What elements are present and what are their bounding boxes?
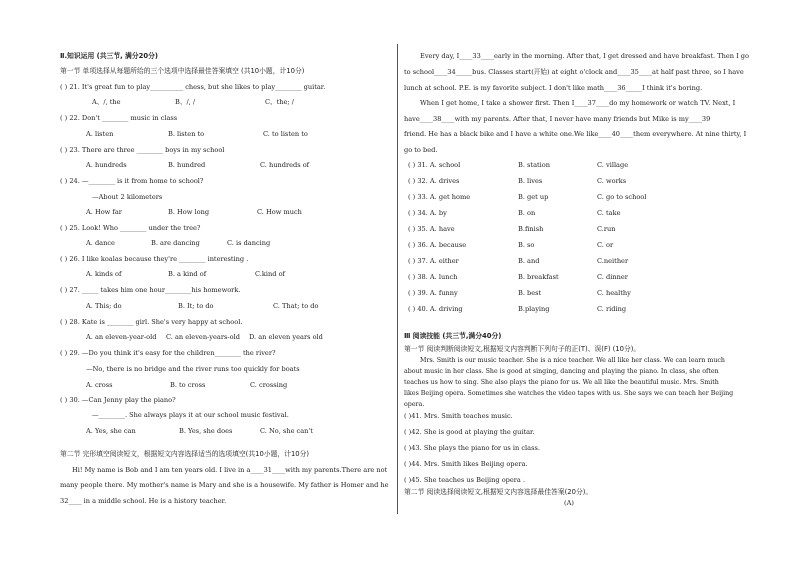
- q38-option-a: ( ) 38. A. lunch: [408, 273, 458, 281]
- q34-option-c: C. take: [597, 209, 621, 217]
- q31-option-c: C. village: [597, 161, 629, 169]
- part3-title: Ⅲ 阅读技能 (共三节,满分40分): [404, 332, 502, 340]
- q29-option-a: A. cross: [86, 381, 113, 389]
- q37-option-a: ( ) 37. A. either: [408, 257, 459, 265]
- q21-option-c: C、the; /: [265, 98, 294, 106]
- q22-option-a: A. listen: [86, 130, 114, 138]
- q32-option-c: C. works: [597, 177, 627, 185]
- q30-option-c: C. No, she can't: [260, 427, 313, 435]
- column-divider: [397, 44, 398, 514]
- q26-option-a: A. kinds of: [86, 270, 122, 278]
- section1-title: 第一节 单项选择从每题所给的三个选项中选择最佳答案填空 (共10小题，计10分): [60, 67, 305, 75]
- q21-stem: ( ) 21. It's great fun to play__________ chess, but she likes to play________ guitar.: [60, 83, 326, 91]
- q40-option-b: B.playing: [518, 305, 550, 313]
- q30-option-b: B. Yes, she does: [179, 427, 233, 435]
- q33-option-b: B. get up: [518, 193, 549, 201]
- reading-section2-title: 第二节 阅读选择阅读短文,根据短文内容选择最佳答案(20分)。: [404, 488, 593, 496]
- cloze-line-10: go to bed.: [404, 146, 438, 154]
- q22-option-c: C. to listen to: [263, 130, 308, 138]
- q38-option-b: B. breakfast: [518, 273, 559, 281]
- q35-option-c: C.run: [597, 225, 616, 233]
- q31-option-b: B. station: [518, 161, 550, 169]
- cloze-line-8: have____38____with my parents. After that, I never have many friends but Mike is my____39: [404, 115, 711, 123]
- q21-option-b: B、/, /: [175, 98, 196, 106]
- q22-option-b: B. listen to: [168, 130, 205, 138]
- q27-option-a: A. This; do: [86, 302, 122, 310]
- q30-stem: ( ) 30. —Can Jenny play the piano?: [60, 396, 176, 404]
- q29-reply: —No, there is no bridge and the river runs too quickly for boats: [86, 365, 300, 373]
- q25-option-b: B. are dancing: [151, 239, 200, 247]
- q21-option-a: A、/, the: [92, 98, 121, 106]
- q35-option-a: ( ) 35. A. have: [408, 225, 455, 233]
- q36-option-b: B. so: [518, 241, 535, 249]
- q36-option-a: ( ) 36. A. because: [408, 241, 467, 249]
- passage-line-2: about music in her class. She is good at singing, dancing and playing the piano. In class, she often: [404, 368, 719, 375]
- q25-stem: ( ) 25. Look! Who ________ under the tree?: [60, 224, 201, 232]
- cloze-line-1: Hi! My name is Bob and I am ten years old. I live in a____31____with my parents.There are not: [72, 466, 388, 474]
- q37-option-b: B. and: [518, 257, 540, 265]
- q22-stem: ( ) 22. Don't ________ music in class: [60, 114, 178, 122]
- q26-option-c: C.kind of: [255, 270, 285, 278]
- cloze-line-4: Every day, I____33____early in the morning. After that, I get dressed and have breakfast. Then I go: [420, 52, 749, 60]
- q23-stem: ( ) 23. There are three ________ boys in my school: [60, 146, 225, 154]
- cloze-line-5: to school____34_____bus. Classes start(开始) at eight o'clock and____35____at half past three, so I have: [404, 68, 744, 76]
- q25-option-c: C. is dancing: [227, 239, 271, 247]
- q30-option-a: A. Yes, she can: [86, 427, 136, 435]
- q40-option-a: ( ) 40. A. driving: [408, 305, 463, 313]
- q26-option-b: B. a kind of: [168, 270, 207, 278]
- q30-reply: —________. She always plays it at our school music festival.: [92, 411, 289, 419]
- q32-option-b: B. lives: [518, 177, 543, 185]
- q32-option-a: ( ) 32. A. drives: [408, 177, 460, 185]
- q28-option-b: C. an eleven-years-old: [166, 333, 240, 341]
- tf-item-44: ( )44. Mrs. Smith likes Beijing opera.: [404, 460, 528, 468]
- q23-option-c: C. hundreds of: [260, 161, 310, 169]
- q24-option-c: C. How much: [257, 208, 302, 216]
- q24-stem: ( ) 24. —________ is it from home to school?: [60, 177, 204, 185]
- q34-option-a: ( ) 34. A. by: [408, 209, 447, 217]
- q27-option-b: B. It; to do: [178, 302, 214, 310]
- q28-option-a: A. an eleven-year-old: [86, 333, 157, 341]
- q24-option-a: A. How far: [86, 208, 122, 216]
- q39-option-c: C. healthy: [597, 289, 631, 297]
- tf-item-41: ( )41. Mrs. Smith teaches music.: [404, 412, 513, 420]
- passage-a-label: (A): [564, 499, 574, 507]
- q23-option-b: B. hundred: [168, 161, 206, 169]
- q39-option-a: ( ) 39. A. funny: [408, 289, 458, 297]
- q36-option-c: C. or: [597, 241, 614, 249]
- q35-option-b: B.finish: [518, 225, 544, 233]
- q28-stem: ( ) 28. Kate is ________ girl. She's very happy at school.: [60, 318, 243, 326]
- q27-option-c: C. That; to do: [273, 302, 319, 310]
- q33-option-c: C. go to school: [597, 193, 647, 201]
- section2-title: 第二节 完形填空阅读短文，根据短文内容选择适当的选项填空(共10小题，计10分): [60, 450, 310, 458]
- q29-option-c: C. crossing: [250, 381, 288, 389]
- q23-option-a: A. hundreds: [86, 161, 127, 169]
- q29-stem: ( ) 29. —Do you think it's easy for the children________ the river?: [60, 349, 276, 357]
- q29-option-b: B. to cross: [170, 381, 206, 389]
- cloze-line-7: When I get home, I take a shower first. Then I____37____do my homework or watch TV. Next, I: [420, 99, 736, 107]
- q38-option-c: C. dinner: [597, 273, 628, 281]
- cloze-line-6: lunch at school. P.E. is my favorite subject. I don't like math____36_____I think it's boring.: [404, 84, 703, 92]
- q26-stem: ( ) 26. I like koalas because they're ________ interesting .: [60, 255, 249, 263]
- q24-reply: —About 2 kilometers: [92, 193, 163, 201]
- part2-title: Ⅱ.知识运用 (共三节, 满分20分): [60, 52, 159, 60]
- q27-stem: ( ) 27. _____ takes him one hour________his homework.: [60, 286, 241, 294]
- q37-option-c: C.neither: [597, 257, 629, 265]
- q40-option-c: C. riding: [597, 305, 627, 313]
- passage-line-1: Mrs. Smith is our music teacher. She is a nice teacher. We all like her class. We can learn much: [420, 357, 725, 364]
- q31-option-a: ( ) 31. A. school: [408, 161, 461, 169]
- tf-item-42: ( )42. She is good at playing the guitar.: [404, 428, 535, 436]
- tf-item-43: ( )43. She plays the piano for us in class.: [404, 444, 540, 452]
- passage-line-3: teaches us how to sing. She also plays the piano for us. We all like the beautiful music. Mrs. Smith: [404, 379, 719, 386]
- cloze-line-2: many people there. My mother's name is Mary and she is a housewife. My father is Homer and he: [60, 481, 389, 489]
- q25-option-a: A. dance: [86, 239, 115, 247]
- q33-option-a: ( ) 33. A. get home: [408, 193, 471, 201]
- reading-section1-title: 第一节 阅读判断阅读短文,根据短文内容判断下列句子的正(T)、误(F) (10分)。: [404, 345, 641, 353]
- q28-option-c: D. an eleven years old: [249, 333, 323, 341]
- q39-option-b: B. best: [518, 289, 542, 297]
- cloze-line-3: 32____ in a middle school. He is a history teacher.: [60, 497, 227, 505]
- q34-option-b: B. on: [518, 209, 536, 217]
- cloze-line-9: friend. He has a black bike and I have a white one.We like____40____them everywhere. At nine thirty, I: [404, 130, 747, 138]
- passage-line-5: opera.: [404, 401, 425, 408]
- q24-option-b: B. How long: [168, 208, 210, 216]
- tf-item-45: ( )45. She teaches us Beijing opera .: [404, 476, 526, 484]
- passage-line-4: likes Beijing opera. Sometimes she watches the video tapes with us. She says we can teach her Beijing: [404, 390, 734, 397]
